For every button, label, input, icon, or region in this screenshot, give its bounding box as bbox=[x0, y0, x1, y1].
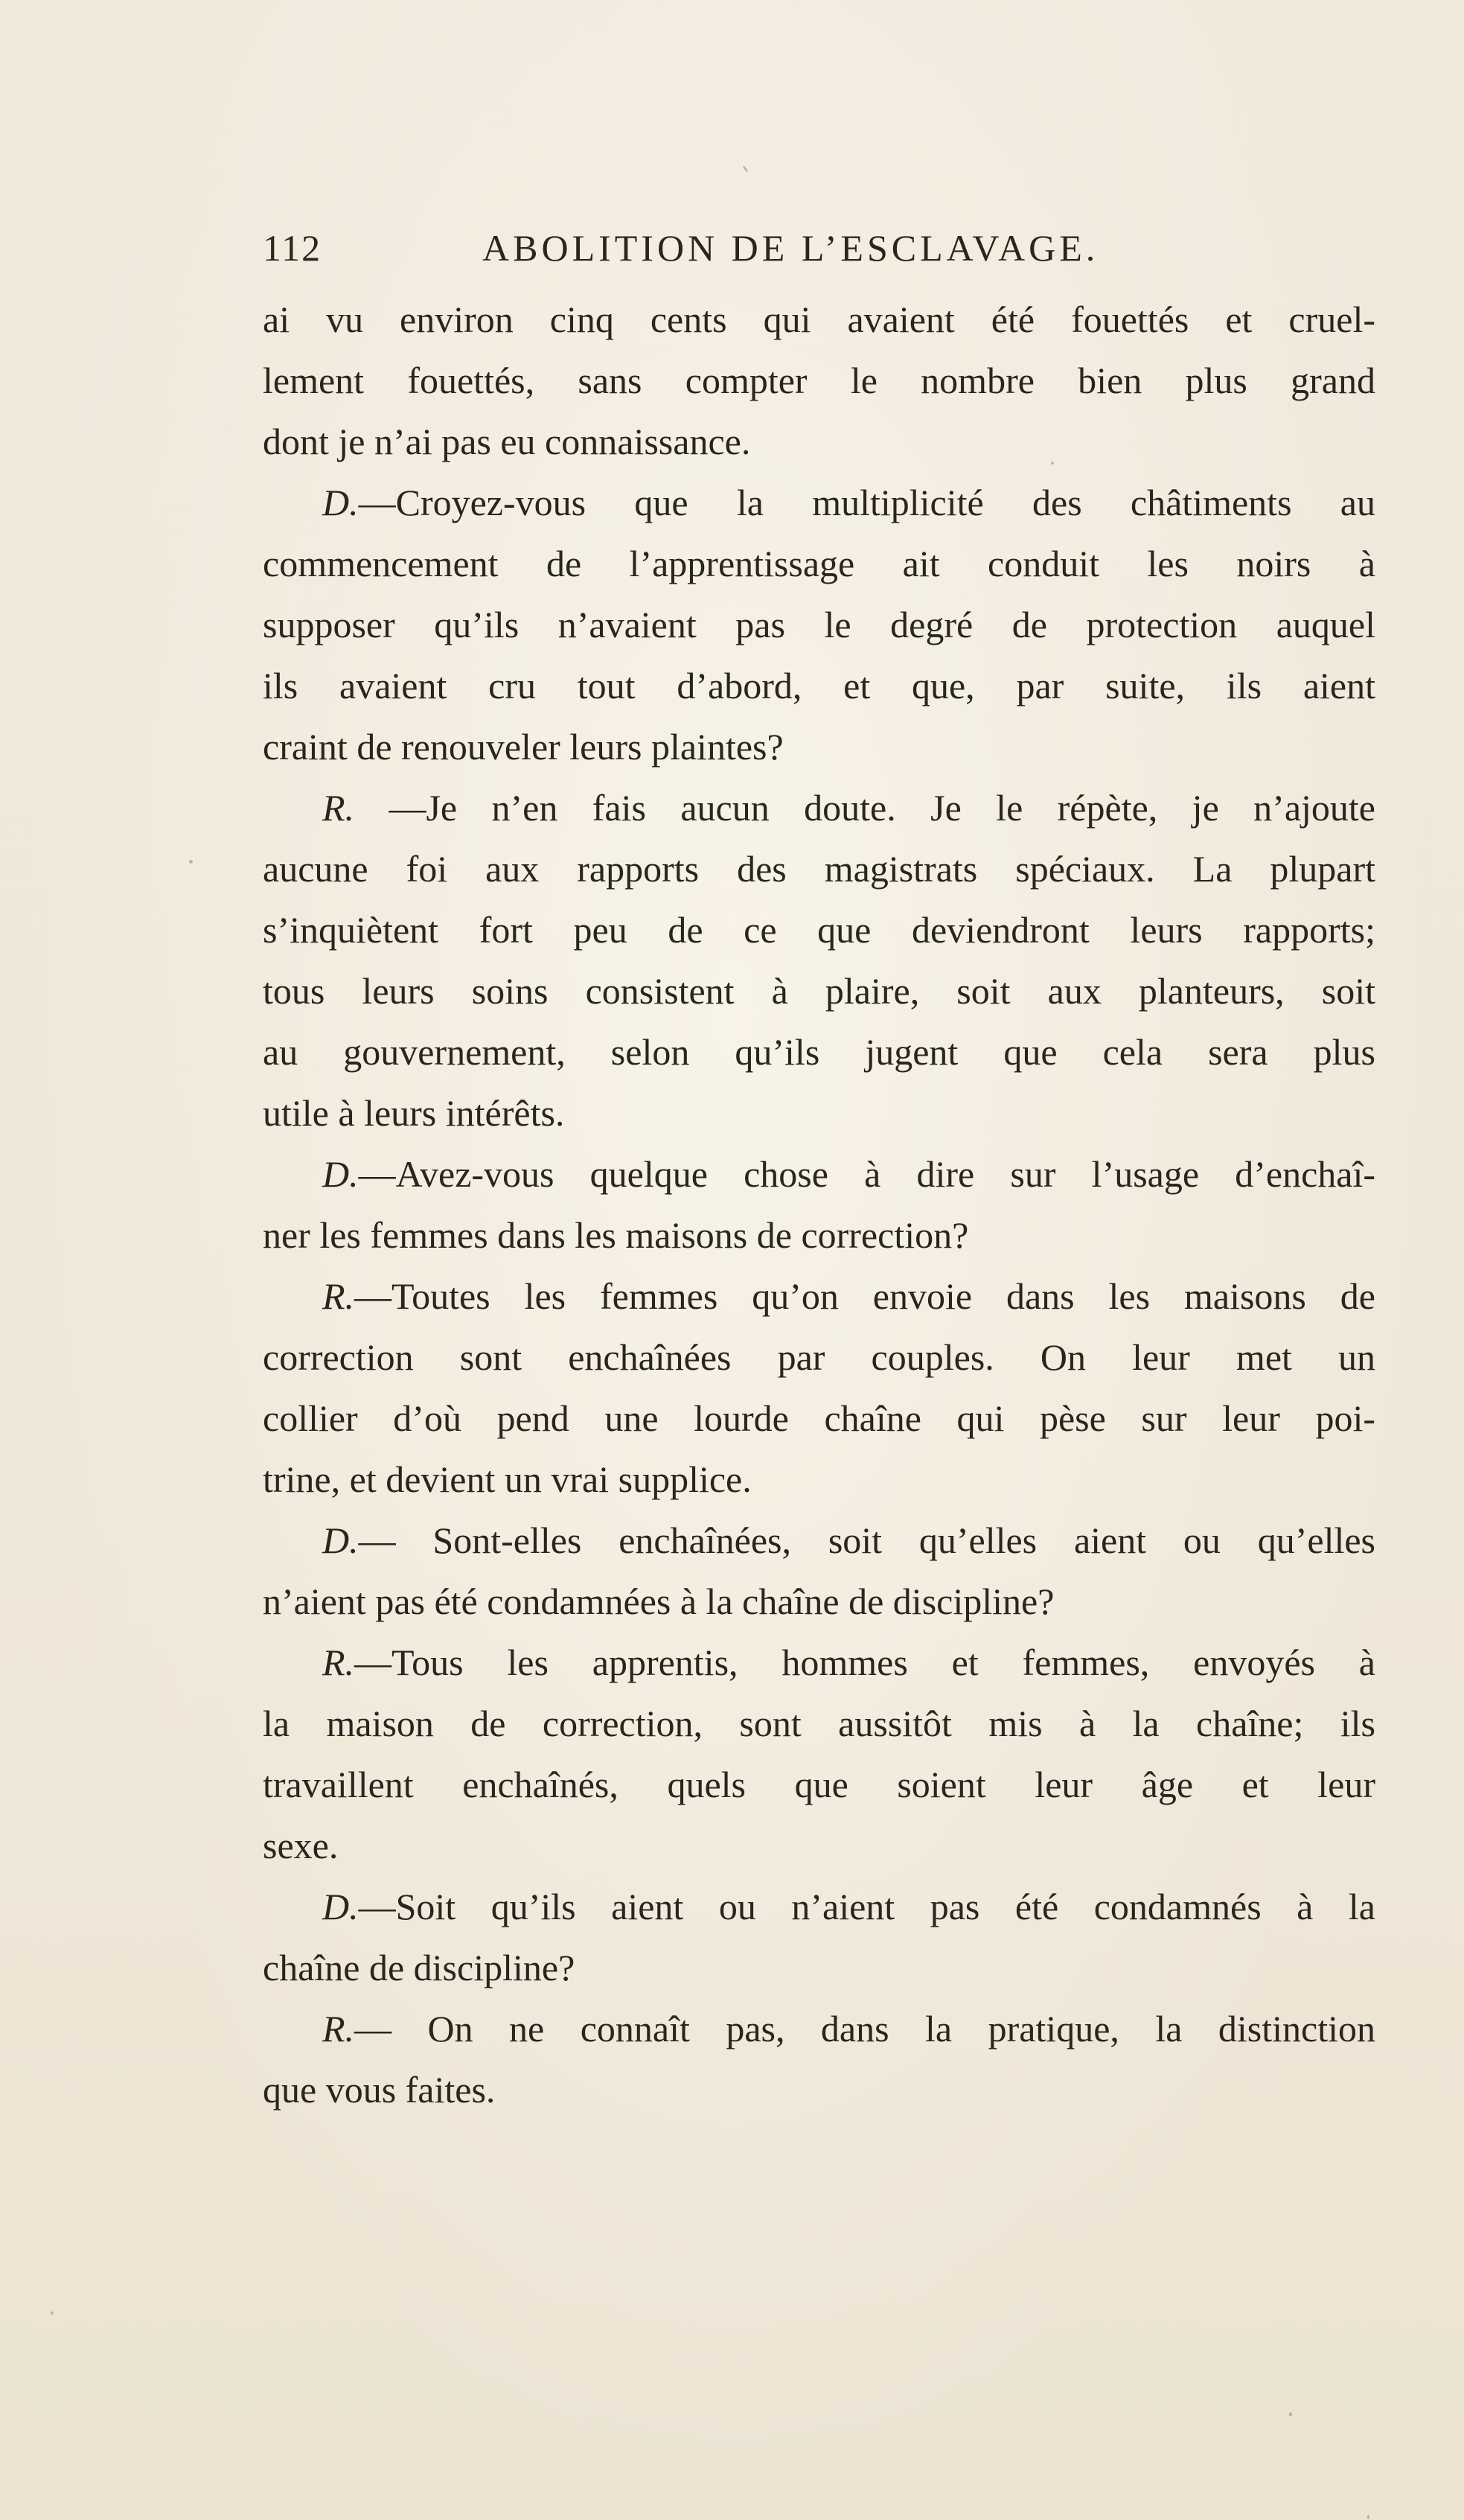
line-text: —Je n’en fais aucun doute. Je le répète, je n’ajoute bbox=[354, 787, 1375, 829]
text-line bbox=[263, 1449, 1375, 1510]
text-line bbox=[263, 838, 1375, 899]
line-text: — Sont-elles enchaînées, soit qu’elles aient ou qu’elles bbox=[358, 1519, 1375, 1561]
line-text: —Croyez-vous que la multiplicité des châtiments au bbox=[358, 482, 1375, 523]
line-text: ner les femmes dans les maisons de correction? bbox=[263, 1214, 969, 1256]
line-text: —Avez-vous quelque chose à dire sur l’usage d’enchaî- bbox=[358, 1153, 1375, 1195]
line-text: commencement de l’apprentissage ait conduit les noirs à bbox=[263, 543, 1375, 584]
line-text: craint de renouveler leurs plaintes? bbox=[263, 726, 784, 768]
text-line bbox=[263, 777, 1375, 838]
paper-speck bbox=[1289, 2412, 1292, 2417]
text-line bbox=[263, 472, 1375, 533]
text-line bbox=[263, 1693, 1375, 1754]
line-text: travaillent enchaînés, quels que soient leur âge et leur bbox=[263, 1764, 1375, 1805]
line-text: aucune foi aux rapports des magistrats spéciaux. La plupart bbox=[263, 848, 1375, 890]
line-text: dont je n’ai pas eu connaissance. bbox=[263, 421, 751, 462]
paper-speck bbox=[51, 2312, 54, 2315]
text-line bbox=[263, 533, 1375, 594]
text-line bbox=[263, 1388, 1375, 1449]
paper-speck bbox=[742, 165, 748, 173]
line-text: s’inquiètent fort peu de ce que deviendront leurs rapports; bbox=[263, 909, 1375, 951]
line-text: lement fouettés, sans compter le nombre bien plus grand bbox=[263, 360, 1375, 401]
text-line bbox=[263, 716, 1375, 777]
line-text: collier d’où pend une lourde chaîne qui pèse sur leur poi- bbox=[263, 1397, 1375, 1439]
line-text: — On ne connaît pas, dans la pratique, la distinction bbox=[354, 2008, 1375, 2050]
line-text: —Soit qu’ils aient ou n’aient pas été condamnés à la bbox=[358, 1886, 1375, 1927]
speaker-label: R. bbox=[322, 1642, 355, 1683]
line-text: sexe. bbox=[263, 1825, 339, 1866]
line-text: ai vu environ cinq cents qui avaient été fouettés et cruel- bbox=[263, 299, 1375, 340]
text-line bbox=[263, 1754, 1375, 1815]
line-text: tous leurs soins consistent à plaire, soit aux planteurs, soit bbox=[263, 970, 1375, 1012]
line-text: trine, et devient un vrai supplice. bbox=[263, 1458, 752, 1500]
text-line bbox=[263, 289, 1375, 350]
text-line bbox=[263, 1266, 1375, 1327]
speaker-label: D. bbox=[322, 1886, 359, 1927]
text-line bbox=[263, 350, 1375, 411]
text-line bbox=[263, 899, 1375, 960]
text-line bbox=[263, 1082, 1375, 1143]
line-text: chaîne de discipline? bbox=[263, 1947, 575, 1988]
line-text: la maison de correction, sont aussitôt mis à la chaîne; ils bbox=[263, 1703, 1375, 1744]
line-text: utile à leurs intérêts. bbox=[263, 1092, 565, 1134]
text-line bbox=[263, 1510, 1375, 1571]
text-line bbox=[263, 1937, 1375, 1998]
running-title: ABOLITION DE L’ESCLAVAGE. bbox=[482, 227, 1099, 269]
paper-speck bbox=[189, 860, 193, 864]
text-line bbox=[263, 1143, 1375, 1205]
line-text: correction sont enchaînées par couples. On leur met un bbox=[263, 1336, 1375, 1378]
speaker-label: D. bbox=[322, 1519, 359, 1561]
line-text: —Toutes les femmes qu’on envoie dans les maisons de bbox=[354, 1275, 1375, 1317]
text-line bbox=[263, 1998, 1375, 2059]
text-line bbox=[263, 655, 1375, 716]
text-line bbox=[263, 1632, 1375, 1693]
text-line bbox=[263, 2059, 1375, 2120]
text-line bbox=[263, 1021, 1375, 1082]
line-text: supposer qu’ils n’avaient pas le degré de protection auquel bbox=[263, 604, 1375, 645]
page-header bbox=[263, 226, 1197, 278]
text-line bbox=[263, 594, 1375, 655]
body-text bbox=[263, 289, 1375, 2120]
text-line bbox=[263, 1876, 1375, 1937]
line-text: que vous faites. bbox=[263, 2069, 496, 2111]
paper-speck bbox=[1367, 2515, 1369, 2519]
speaker-label: D. bbox=[322, 482, 359, 523]
text-line bbox=[263, 1571, 1375, 1632]
line-text: au gouvernement, selon qu’ils jugent que cela sera plus bbox=[263, 1031, 1375, 1073]
text-line bbox=[263, 1205, 1375, 1266]
speaker-label: D. bbox=[322, 1153, 359, 1195]
line-text: n’aient pas été condamnées à la chaîne de discipline? bbox=[263, 1580, 1055, 1622]
speaker-label: R. bbox=[322, 1275, 355, 1317]
speaker-label: R. bbox=[322, 2008, 355, 2050]
line-text: —Tous les apprentis, hommes et femmes, envoyés à bbox=[354, 1642, 1375, 1683]
speaker-label: R. bbox=[322, 787, 355, 829]
text-line bbox=[263, 1815, 1375, 1876]
text-line bbox=[263, 1327, 1375, 1388]
text-line bbox=[263, 960, 1375, 1021]
page-number: 112 bbox=[263, 227, 322, 269]
line-text: ils avaient cru tout d’abord, et que, par suite, ils aient bbox=[263, 665, 1375, 706]
text-line bbox=[263, 411, 1375, 472]
